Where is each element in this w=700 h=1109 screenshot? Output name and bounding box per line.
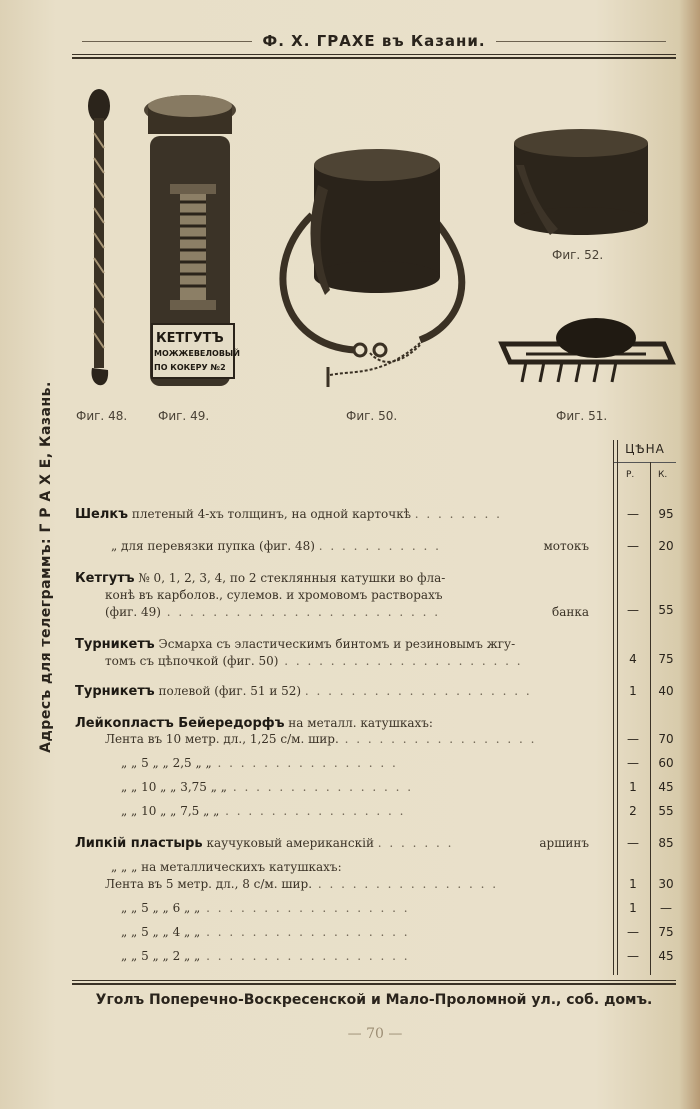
page-header <box>72 26 676 56</box>
item-description: „ „ 5 „ „ 4 „ „ <box>121 925 201 939</box>
fig52-field-roll-illustration <box>510 125 652 250</box>
page-number: — 70 — <box>347 1026 403 1042</box>
price-rub: — <box>627 539 639 553</box>
dot-leader: . . . . . . . . . . . . . . . . <box>227 780 414 794</box>
fig49-catgut-bottle-illustration <box>140 92 240 392</box>
price-rub: 1 <box>629 901 637 915</box>
fig50-tourniquet-illustration <box>270 145 480 395</box>
header-line-left <box>82 41 252 42</box>
header-title: Ф. Х. ГРАХЕ въ Казани. <box>262 32 486 50</box>
item-description-line1: Эсмарха съ эластическимъ бинтомъ и резиновымъ жгу- <box>158 637 516 651</box>
item-name: Липкій пластырь <box>75 836 203 851</box>
price-title: ЦѢНА <box>625 442 665 456</box>
footer-rule <box>72 980 676 985</box>
fig48-silk-cord-illustration <box>80 88 120 398</box>
item-description: Лента въ 5 метр. дл., 8 с/м. шир. <box>105 877 313 891</box>
dot-leader: . . . . . . . <box>377 836 454 850</box>
item-description: полевой (фиг. 51 и 52) <box>158 684 302 698</box>
price-rub: — <box>627 732 639 746</box>
dot-leader: . . . . . . . . . . . . . . . . . <box>338 732 537 746</box>
bottle-label-line2: МОЖЖЕВЕЛОВЫЙ <box>154 349 240 358</box>
item-description: „ „ 5 „ „ 2 „ „ <box>121 949 201 963</box>
price-kop: 20 <box>658 539 674 553</box>
item-row-sticky-plaster-spools <box>75 859 651 876</box>
item-unit: банка <box>551 605 589 619</box>
price-rub: — <box>627 836 639 850</box>
item-row-silk-umbilical <box>75 538 615 555</box>
item-row-field-tourniquet <box>75 683 615 700</box>
price-rub: — <box>627 603 639 617</box>
item-description-line2: томъ съ цѣпочкой (фиг. 50) <box>105 654 279 668</box>
item-name: Лейкопластъ Бейередорфъ <box>75 716 285 731</box>
price-kop: 55 <box>658 804 674 818</box>
item-description: плетеный 4-хъ толщинъ, на одной карточкѣ <box>131 507 411 521</box>
fig49-caption: Фиг. 49. <box>158 409 210 423</box>
item-description: „ „ 5 „ „ 2,5 „ „ <box>121 756 212 770</box>
item-description: „ для перевязки пупка (фиг. 48) <box>111 539 315 553</box>
item-description: „ „ 5 „ „ 6 „ „ <box>121 901 201 915</box>
price-kop: 45 <box>658 949 674 963</box>
price-rub: 1 <box>629 780 637 794</box>
fig52-caption: Фиг. 52. <box>552 248 604 262</box>
footer-address: Уголъ Поперечно-Воскресенской и Мало-Проломной ул., соб. домъ. <box>95 992 653 1008</box>
item-row-catgut <box>75 570 615 621</box>
dot-leader: . . . . . . . . . . . . . . . . <box>211 756 398 770</box>
dot-leader: . . . . . . . . . . . <box>318 539 441 553</box>
item-description: на металл. катушкахъ: <box>288 716 433 730</box>
item-row-sticky-plaster <box>75 835 615 852</box>
item-row-sticky-5m-8 <box>75 876 645 893</box>
item-name: Турникетъ <box>75 637 155 652</box>
item-row-leukoplast-10m-375 <box>75 779 661 796</box>
item-description: Лента въ 10 метр. дл., 1,25 с/м. шир. <box>105 732 339 746</box>
item-description: каучуковый американскій <box>206 836 374 850</box>
item-row-leukoplast-10m-75 <box>75 803 661 820</box>
item-description-line1: № 0, 1, 2, 3, 4, по 2 стеклянныя катушки во фла- <box>138 571 446 585</box>
side-telegram-address <box>34 382 58 752</box>
item-description: „ „ 10 „ „ 3,75 „ „ <box>121 780 227 794</box>
price-kop: 55 <box>658 603 674 617</box>
price-kop: 75 <box>658 652 674 666</box>
item-row-esmarch-tourniquet <box>75 636 615 670</box>
item-unit: аршинъ <box>539 836 589 850</box>
header-rule <box>72 54 676 59</box>
price-column-divider <box>650 462 651 975</box>
item-row-silk <box>75 506 615 523</box>
price-column-header <box>614 440 676 490</box>
item-description-line3: (фиг. 49) <box>105 605 161 619</box>
price-kop: 40 <box>658 684 674 698</box>
fig48-caption: Фиг. 48. <box>76 409 128 423</box>
dot-leader: . . . . . . . . . . . . . . . . . . . . <box>304 684 532 698</box>
price-rub: 4 <box>629 652 637 666</box>
price-rub: — <box>627 949 639 963</box>
price-kop: 85 <box>658 836 674 850</box>
price-kop-label: К. <box>658 470 668 480</box>
dot-leader: . . . . . . . . . . . . . . . . . . <box>200 901 410 915</box>
price-kop: 70 <box>658 732 674 746</box>
item-description: „ „ 10 „ „ 7,5 „ „ <box>121 804 220 818</box>
bottle-label-line3: ПО КОКЕРУ №2 <box>154 363 226 372</box>
price-rub: — <box>627 507 639 521</box>
fig51-field-buckle-illustration <box>496 310 672 392</box>
item-name: Шелкъ <box>75 507 128 522</box>
price-kop: — <box>660 901 672 915</box>
price-rub: — <box>627 925 639 939</box>
item-row-sticky-5m-4 <box>75 924 661 941</box>
bottle-label-line1: КЕТГУТЪ <box>156 331 224 346</box>
price-kop: 95 <box>658 507 674 521</box>
price-rub: 1 <box>629 877 637 891</box>
price-kop: 75 <box>658 925 674 939</box>
item-description-line2: конѣ въ карболов., сулемов. и хромовомъ растворахъ <box>105 588 443 602</box>
price-rub: 2 <box>629 804 637 818</box>
dot-leader: . . . . . . . . . . . . . . . . . . <box>200 925 410 939</box>
fig50-caption: Фиг. 50. <box>346 409 398 423</box>
item-row-leukoplast <box>75 715 615 732</box>
dot-leader: . . . . . . . . . . . . . . . . . . . . . <box>278 654 523 668</box>
item-row-leukoplast-5m-25 <box>75 755 661 772</box>
price-rub: 1 <box>629 684 637 698</box>
header-line-right <box>496 41 666 42</box>
price-header-rule <box>614 462 676 463</box>
dot-leader: . . . . . . . . . . . . . . . . . . <box>200 949 410 963</box>
price-kop: 60 <box>658 756 674 770</box>
price-rub-label: Р. <box>626 470 635 480</box>
item-unit: мотокъ <box>543 539 589 553</box>
dot-leader: . . . . . . . . . . . . . . . . <box>219 804 406 818</box>
item-description: „ „ „ на металлическихъ катушкахъ: <box>111 860 342 874</box>
item-name: Кетгутъ <box>75 571 135 586</box>
side-telegram-text: Адресъ для телеграммъ: Г Р А Х Е, Казань. <box>38 381 54 753</box>
item-row-leukoplast-10m-125 <box>75 731 645 748</box>
fig51-caption: Фиг. 51. <box>556 409 608 423</box>
item-row-sticky-5m-2 <box>75 948 661 965</box>
dot-leader: . . . . . . . . . . . . . . . . . . . . . . . . <box>160 605 441 619</box>
item-name: Турникетъ <box>75 684 155 699</box>
dot-leader: . . . . . . . . <box>414 507 502 521</box>
item-row-sticky-5m-6 <box>75 900 661 917</box>
price-rub: — <box>627 756 639 770</box>
price-kop: 30 <box>658 877 674 891</box>
price-kop: 45 <box>658 780 674 794</box>
dot-leader: . . . . . . . . . . . . . . . . <box>312 877 499 891</box>
